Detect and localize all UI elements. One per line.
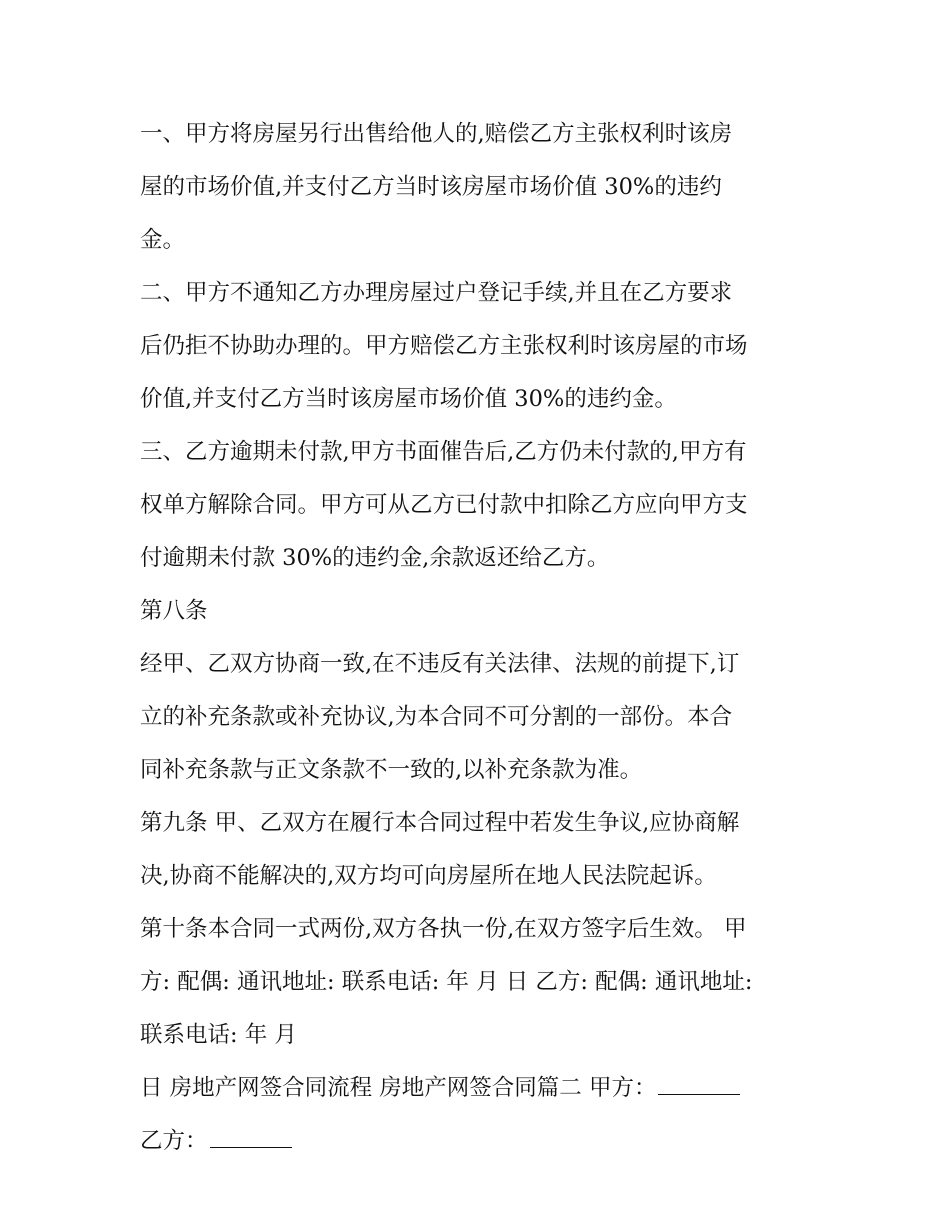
text-line: 二、甲方不通知乙方办理房屋过户登记手续,并且在乙方要求: [140, 280, 733, 306]
party-a-blank: [658, 1072, 740, 1095]
text-line: 经甲、乙双方协商一致,在不违反有关法律、法规的前提下,订: [140, 651, 740, 677]
text-line: 金。: [140, 227, 186, 253]
document-body: [140, 108, 820, 1168]
text-line: 价值,并支付乙方当时该房屋市场价值 30%的违约金。: [140, 386, 677, 412]
text-line: 一、甲方将房屋另行出售给他人的,赔偿乙方主张权利时该房: [140, 121, 733, 147]
text-line: 后仍拒不协助办理的。甲方赔偿乙方主张权利时该房屋的市场: [140, 333, 748, 359]
text-line: 屋的市场价值,并支付乙方当时该房屋市场价值 30%的违约: [140, 174, 722, 200]
text-line: 联系电话: 年 月: [140, 1022, 297, 1048]
text-line: 同补充条款与正文条款不一致的,以补充条款为准。: [140, 757, 643, 783]
text-line: 三、乙方逾期未付款,甲方书面催告后,乙方仍未付款的,甲方有: [140, 439, 747, 465]
party-b-line: [140, 1115, 820, 1168]
text-line: 第十条本合同一式两份,双方各执一份,在双方签字后生效。 甲: [140, 916, 747, 942]
party-a-line: [140, 1062, 820, 1115]
party-b-blank: [210, 1125, 292, 1148]
party-b-label: 乙方：: [140, 1128, 208, 1154]
text-line: 决,协商不能解决的,双方均可向房屋所在地人民法院起诉。: [140, 863, 717, 889]
text-line: 付逾期未付款 30%的违约金,余款返还给乙方。: [140, 545, 610, 571]
text-line: 立的补充条款或补充协议,为本合同不可分割的一部份。本合: [140, 704, 733, 730]
text-line: 方: 配偶: 通讯地址: 联系电话: 年 月 日 乙方: 配偶: 通讯地址:: [140, 969, 753, 995]
text-line: 权单方解除合同。甲方可从乙方已付款中扣除乙方应向甲方支: [140, 492, 748, 518]
party-a-label: 日 房地产网签合同流程 房地产网签合同篇二 甲方：: [140, 1075, 657, 1101]
text-line: 第九条 甲、乙双方在履行本合同过程中若发生争议,应协商解: [140, 810, 740, 836]
article-heading: 第八条: [140, 598, 208, 624]
